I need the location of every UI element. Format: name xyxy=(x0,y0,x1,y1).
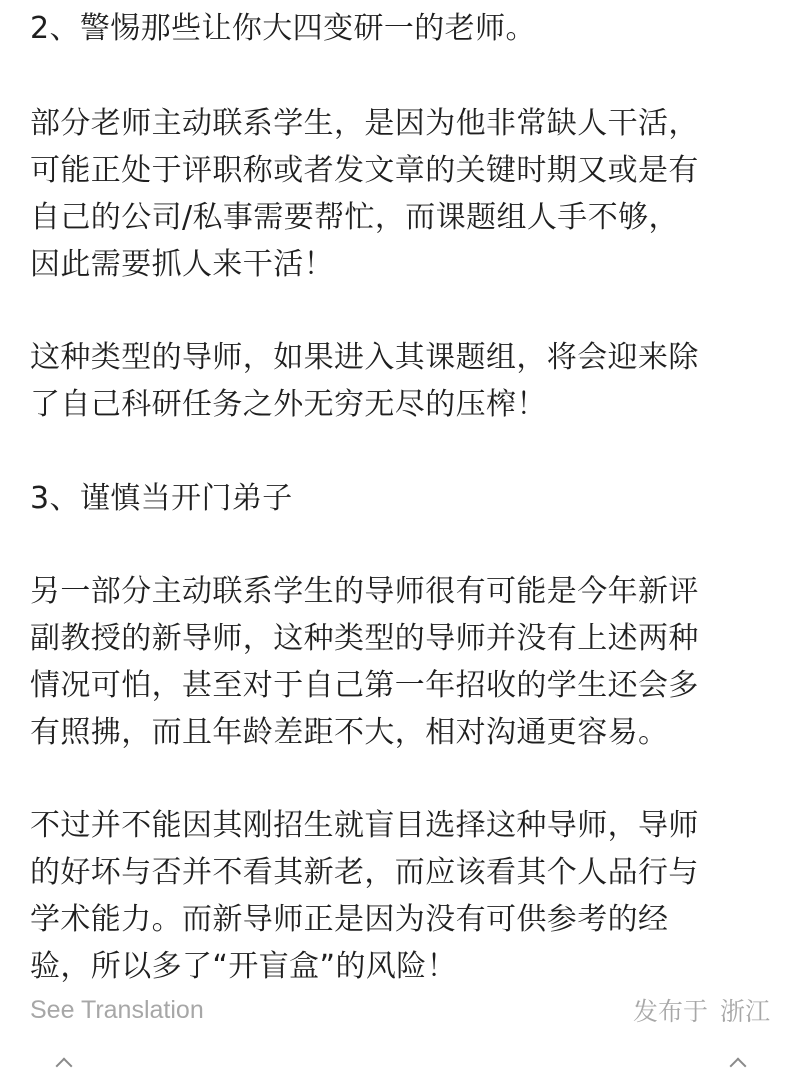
bottom-action-bar xyxy=(0,1050,800,1067)
text-line: 有照拂，而且年龄差距不大，相对沟通更容易。 xyxy=(30,715,669,750)
publish-location xyxy=(633,992,770,1028)
paragraph-4 xyxy=(30,802,699,990)
post-footer xyxy=(30,990,770,1030)
paragraph-3 xyxy=(30,568,699,756)
published-prefix: 发布于 xyxy=(632,997,708,1026)
text-line: 因此需要抓人来干活！ xyxy=(30,247,334,282)
text-line: 情况可怕，甚至对于自己第一年招收的学生还会多 xyxy=(30,668,699,703)
text-line: 验，所以多了“开盲盒”的风险！ xyxy=(30,949,458,984)
text-line: 自己的公司/私事需要帮忙，而课题组人手不够， xyxy=(30,200,679,235)
text-line: 不过并不能因其刚招生就盲目选择这种导师，导师 xyxy=(30,808,699,843)
chevron-up-icon[interactable] xyxy=(56,1058,73,1075)
paragraph-2 xyxy=(30,334,699,428)
text-line: 的好坏与否并不看其新老，而应该看其个人品行与 xyxy=(30,855,699,890)
text-line: 这种类型的导师，如果进入其课题组，将会迎来除 xyxy=(30,340,699,375)
chevron-up-icon[interactable] xyxy=(730,1058,747,1075)
section-heading-3 xyxy=(30,475,293,522)
paragraph-1 xyxy=(30,100,699,288)
text-line: 可能正处于评职称或者发文章的关键时期又或是有 xyxy=(30,153,699,188)
heading-line: 2、警惕那些让你大四变研一的老师。 xyxy=(30,11,536,46)
heading-line: 3、谨慎当开门弟子 xyxy=(30,481,293,516)
section-heading-2 xyxy=(30,5,536,52)
location-text: 浙江 xyxy=(719,997,770,1026)
text-line: 部分老师主动联系学生，是因为他非常缺人干活， xyxy=(30,106,699,141)
see-translation-link[interactable]: See Translation xyxy=(30,995,204,1024)
text-line: 了自己科研任务之外无穷无尽的压榨！ xyxy=(30,387,547,422)
text-line: 副教授的新导师，这种类型的导师并没有上述两种 xyxy=(30,621,699,656)
text-line: 另一部分主动联系学生的导师很有可能是今年新评 xyxy=(30,574,699,609)
text-line: 学术能力。而新导师正是因为没有可供参考的经 xyxy=(30,902,669,937)
